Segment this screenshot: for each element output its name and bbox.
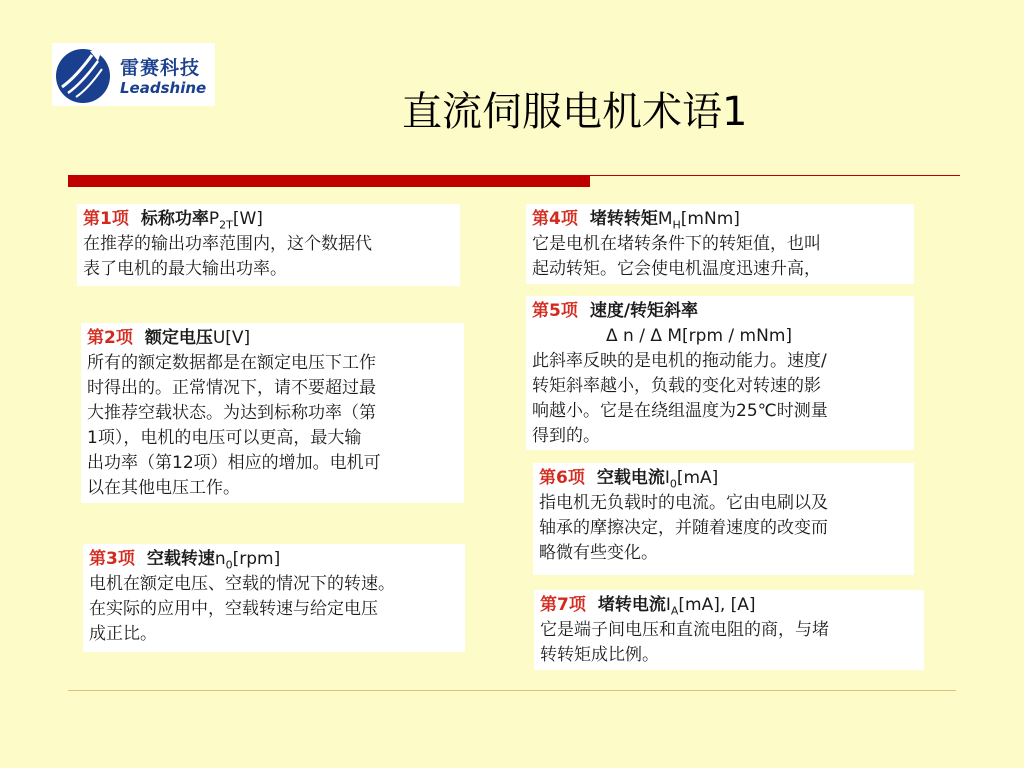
title-underline-bar (68, 175, 590, 187)
term-formula: Δ n / Δ M[rpm / mNm] (606, 326, 793, 346)
term-description-line: 转转矩成比例。 (540, 645, 659, 665)
term-description-line: 轴承的摩擦决定，并随着速度的改变而 (539, 518, 828, 538)
term-unit: [rpm] (232, 549, 281, 569)
term-unit: [mA], [A] (678, 595, 756, 615)
term-description-line: 电机在额定电压、空载的情况下的转速。 (89, 574, 395, 594)
term-description-line: 成正比。 (89, 624, 157, 644)
term-description-line: 转矩斜率越小，负载的变化对转速的影 (532, 376, 821, 396)
term-card-6 (533, 463, 914, 575)
term-heading (532, 299, 908, 324)
term-symbol: M (657, 209, 673, 229)
footer-rule (68, 690, 956, 691)
term-heading (532, 207, 908, 232)
term-description-line: 出功率（第12项）相应的增加。电机可 (87, 453, 381, 473)
term-name: 标称功率 (140, 209, 209, 229)
title-underline-rule (590, 175, 960, 176)
term-unit: [W] (232, 209, 263, 229)
term-symbol-subscript: A (670, 604, 679, 618)
term-unit: [mA] (676, 468, 719, 488)
term-description-line: 在推荐的输出功率范围内，这个数据代 (83, 234, 372, 254)
term-heading (539, 466, 908, 491)
term-description-line: 此斜率反映的是电机的拖动能力。速度/ (532, 351, 827, 371)
term-name: 堵转转矩 (589, 209, 658, 229)
term-unit: [mNm] (680, 209, 740, 229)
term-name: 堵转电流 (597, 595, 666, 615)
term-description-line: 它是端子间电压和直流电阻的商，与堵 (540, 620, 829, 640)
term-symbol-subscript: 2T (219, 218, 233, 232)
term-name: 额定电压 (144, 328, 213, 348)
term-card-7 (534, 590, 924, 670)
term-description-line: 1项），电机的电压可以更高，最大输 (87, 428, 362, 448)
term-description-line: 略微有些变化。 (539, 543, 658, 563)
term-number: 第1项 (83, 209, 129, 229)
term-description-line: 它是电机在堵转条件下的转矩值，也叫 (532, 234, 821, 254)
term-description-line: 得到的。 (532, 426, 600, 446)
term-number: 第2项 (87, 328, 133, 348)
term-number: 第3项 (89, 549, 135, 569)
logo-text-cn: 雷赛科技 (120, 57, 201, 79)
term-symbol: I (665, 595, 671, 615)
term-symbol-subscript: 0 (669, 477, 677, 491)
leadshine-logo-icon (52, 43, 116, 106)
term-number: 第4项 (532, 209, 578, 229)
term-description-line: 在实际的应用中，空载转速与给定电压 (89, 599, 378, 619)
term-name: 速度/转矩斜率 (589, 301, 699, 321)
term-description-line: 时得出的。正常情况下，请不要超过最 (87, 378, 376, 398)
term-name: 空载电流 (596, 468, 665, 488)
term-card-3 (83, 544, 465, 652)
term-symbol-subscript: H (672, 218, 681, 232)
term-description-line: 大推荐空载状态。为达到标称功率（第 (87, 403, 376, 423)
slide-title: 直流伺服电机术语1 (402, 89, 748, 135)
term-name: 空载转速 (146, 549, 215, 569)
term-number: 第7项 (540, 595, 586, 615)
term-description-line: 起动转矩。它会使电机温度迅速升高， (532, 259, 821, 279)
term-description-line: 指电机无负载时的电流。它由电刷以及 (539, 493, 828, 513)
term-heading (89, 547, 459, 572)
term-card-5 (526, 296, 914, 450)
term-heading (540, 593, 918, 618)
term-card-4 (526, 204, 914, 284)
term-description-line: 响越小。它是在绕组温度为25℃时测量 (532, 401, 828, 421)
term-symbol-subscript: 0 (225, 558, 233, 572)
term-card-1 (77, 204, 460, 286)
term-number: 第6项 (539, 468, 585, 488)
term-symbol: n (214, 549, 226, 569)
term-description-line: 表了电机的最大输出功率。 (83, 259, 287, 279)
logo-text-en: Leadshine (120, 79, 207, 97)
term-card-2 (81, 323, 464, 503)
term-symbol: I (664, 468, 670, 488)
term-symbol: U[V] (212, 328, 251, 348)
term-symbol: P (208, 209, 220, 229)
term-description-line: 以在其他电压工作。 (87, 478, 240, 498)
term-heading (87, 326, 458, 351)
term-heading (83, 207, 454, 232)
term-description-line: 所有的额定数据都是在额定电压下工作 (87, 353, 376, 373)
company-logo (52, 43, 215, 106)
term-number: 第5项 (532, 301, 578, 321)
